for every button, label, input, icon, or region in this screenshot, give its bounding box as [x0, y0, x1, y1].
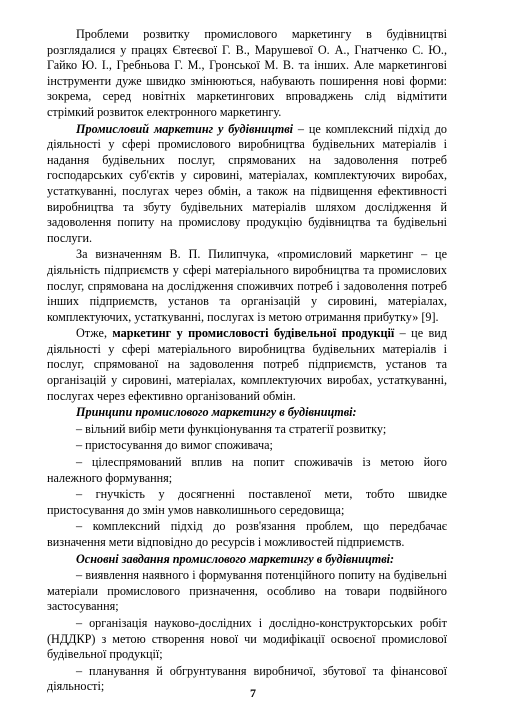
- paragraph-definition: [47, 122, 447, 247]
- paragraph-text: Отже,: [76, 326, 113, 341]
- emphasized-term: маркетинг у промисловості будівельної продукції: [112, 326, 395, 341]
- paragraph-text: – вільний вибір мети функціонування та стратегії розвитку;: [76, 421, 387, 436]
- paragraph-task-2: [47, 616, 447, 663]
- paragraph-text: Проблеми розвитку промислового маркетингу в будівництві розглядалися у працях Євтеєвої Г. В., Марушевої О. А., Гнатченко С. Ю., Гайко Ю. І., Гребньова Г. М., Гронської М. В. та інших. Але маркетингові інструменти дуже швидко змінюються, набувають поширення нові форми: зокрема, серед новітніх маркетингових впроваджень слід відмітити стрімкий розвиток електронного маркетингу.: [47, 27, 447, 119]
- body-text: [47, 27, 447, 695]
- paragraph-tasks-heading: [47, 552, 447, 568]
- paragraph-pylypchuk: [47, 247, 447, 325]
- page-number: 7: [250, 686, 256, 700]
- paragraph-principle-3: [47, 455, 447, 486]
- paragraph-text: – це вид діяльності у сфері матеріального виробництва будівельних матеріалів і послуг, спрямованої на задоволення потреб підприємств, установ та організацій у сировині, матеріалах, комплектуючих виробах, устаткуванні, послугах через ефективно організований обмін.: [47, 326, 447, 403]
- paragraph-text: – комплексний підхід до розв'язання проблем, що передбачає визначення мети відповідно до ресурсів і можливостей підприємств.: [47, 519, 447, 549]
- paragraph-text: – планування й обгрунтування виробничої, збутової та фінансової діяльності;: [47, 663, 447, 694]
- paragraph-text: – гнучкість у досягненні поставленої мети, тобто швидке пристосування до змін умов навколишнього середовища;: [47, 487, 447, 517]
- paragraph-principle-5: [47, 519, 447, 550]
- paragraph-principle-1: [47, 422, 447, 438]
- paragraph-text: – виявлення наявного і формування потенційного попиту на будівельні матеріали промислового призначення, особливо на товари подвійного застосування;: [47, 568, 447, 614]
- paragraph-principles-heading: [47, 405, 447, 421]
- paragraph-text: За визначенням В. П. Пилипчука, «промисловий маркетинг – це діяльність підприємств у сфері матеріального виробництва та промислових послуг, спрямована на дослідження споживчих потреб і задоволення потреб інших підприємств, установ та організацій у сировині, матеріалах, комплектуючих, устаткуванні, послугах із метою отримання прибутку» [9].: [47, 247, 447, 324]
- paragraph-task-1: [47, 568, 447, 615]
- emphasized-term: Принципи промислового маркетингу в будівництві:: [76, 405, 357, 420]
- paragraph-principle-4: [47, 487, 447, 518]
- paragraph-text: – цілеспрямований вплив на попит споживачів із метою його належного формування;: [47, 455, 447, 485]
- paragraph-products: [47, 326, 447, 404]
- paragraph-text: – організація науково-дослідних і дослідно-конструкторських робіт (НДДКР) з метою створення нової чи модифікації освоєної промислової будівельної продукції;: [47, 615, 447, 662]
- paragraph-text: – це комплексний підхід до діяльності у сфері промислового виробництва будівельних матеріалів і надання будівельних послуг, спрямованих на задоволення потреб господарських суб'єктів у сировині, матеріалах, комплектуючих виробах, устаткуванні, послугах через обмін, а також на підвищення ефективності виробництва та збуту будівельних матеріалів шляхом дослідження й задоволення попиту на промислову продукцію будівництва та будівельні послуги.: [47, 121, 447, 245]
- emphasized-term: Основні завдання промислового маркетингу в будівництві:: [76, 551, 395, 566]
- paragraph-principle-2: [47, 438, 447, 454]
- paragraph-intro: [47, 27, 447, 121]
- emphasized-term: Промисловий маркетинг у будівництві: [76, 121, 294, 136]
- paragraph-text: – пристосування до вимог споживача;: [76, 438, 273, 453]
